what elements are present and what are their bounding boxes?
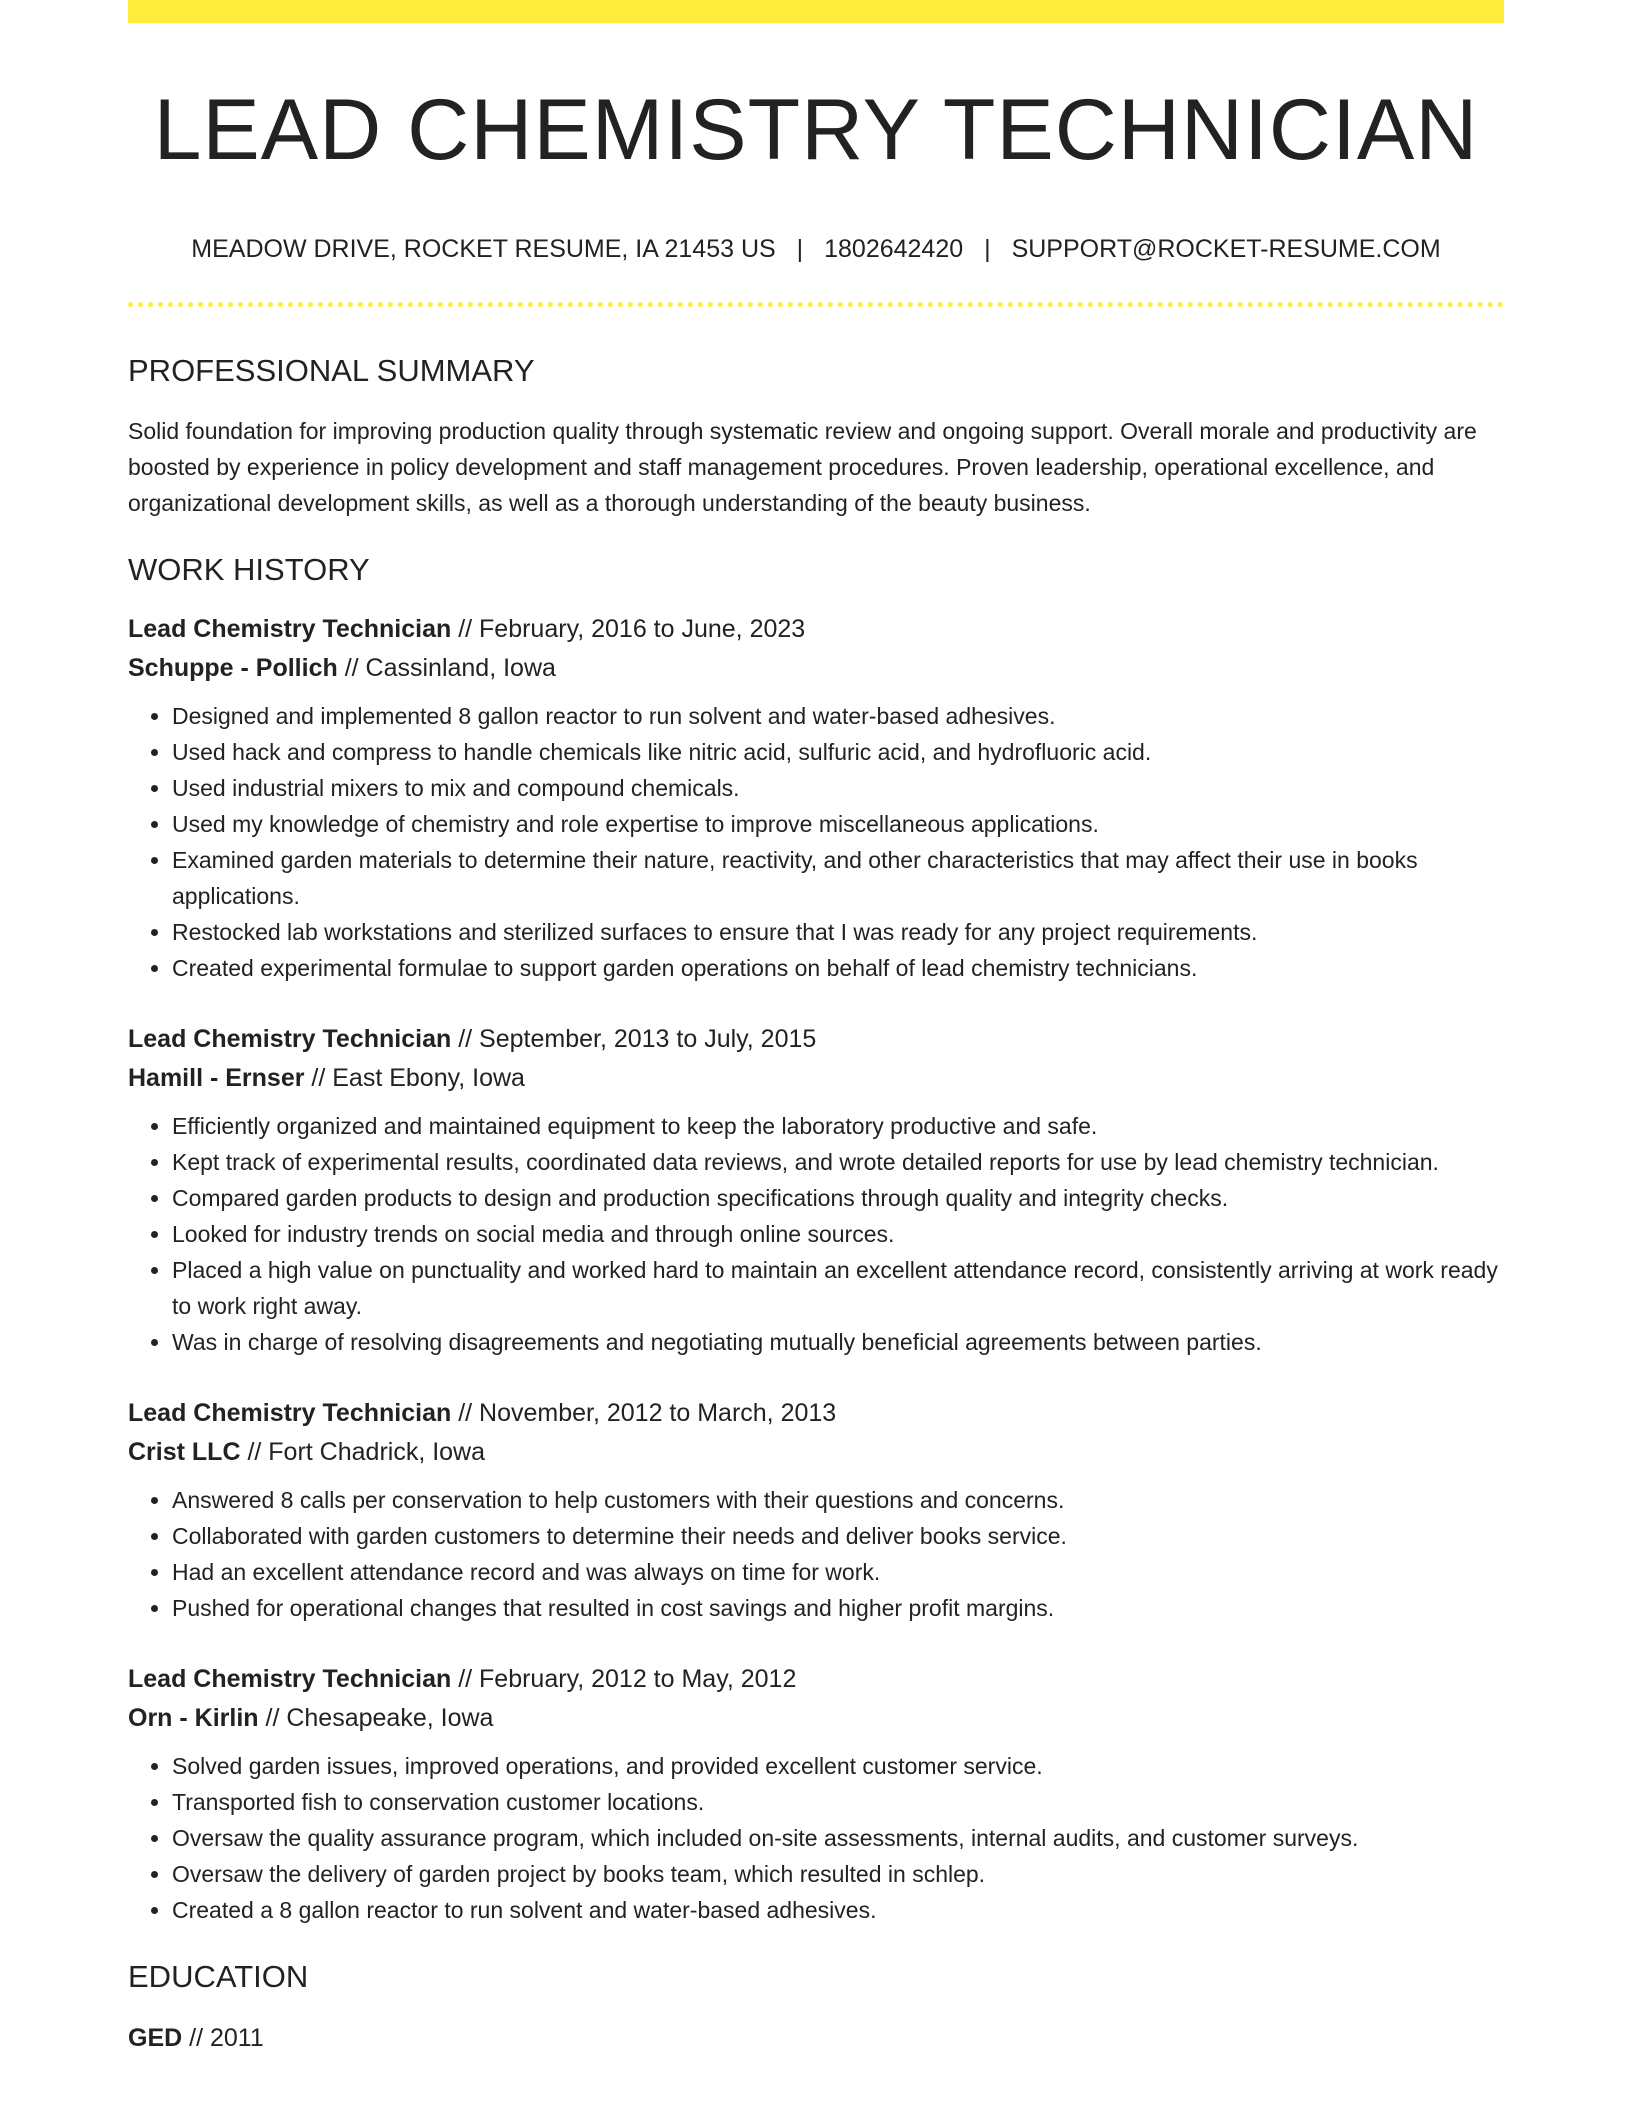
job-dates: // February, 2012 to May, 2012 (451, 1664, 797, 1693)
job-location: // Cassinland, Iowa (337, 653, 556, 682)
job-bullet: • Restocked lab workstations and sterilized surfaces to ensure that I was ready for any project requirements. (172, 914, 1504, 950)
job-entry (128, 1394, 1504, 1626)
job-company: Schuppe - Pollich (128, 653, 338, 682)
job-company-line (128, 1699, 1504, 1738)
work-history-heading: WORK HISTORY (128, 551, 370, 587)
job-role: Lead Chemistry Technician (128, 1024, 452, 1053)
job-bullet-list (128, 698, 1504, 986)
job-company: Crist LLC (128, 1437, 241, 1466)
candidate-name: LEAD CHEMISTRY TECHNICIAN (153, 82, 1479, 178)
job-bullet: • Used industrial mixers to mix and compound chemicals. (172, 770, 1504, 806)
contact-separator: | (984, 234, 991, 263)
job-bullet: • Oversaw the delivery of garden project by books team, which resulted in schlep. (172, 1856, 1504, 1892)
summary-text: Solid foundation for improving production quality through systematic review and ongoing support. Overall morale and productivity are boosted by experience in policy development and staff management procedures. Proven leadership, operational excellence, and organizational development skills, as well as a thorough understanding of the beauty business. (128, 417, 1477, 516)
job-company-line (128, 1059, 1504, 1098)
job-entry (128, 1020, 1504, 1360)
job-bullet: • Used my knowledge of chemistry and role expertise to improve miscellaneous applications. (172, 806, 1504, 842)
top-accent-bar (128, 0, 1504, 23)
job-dates: // November, 2012 to March, 2013 (451, 1398, 837, 1427)
education-degree: GED (128, 2024, 183, 2053)
job-bullet-list (128, 1748, 1504, 1928)
job-entry (128, 1660, 1504, 1928)
job-company-line (128, 649, 1504, 688)
job-location: // Fort Chadrick, Iowa (240, 1437, 486, 1466)
job-bullet: • Pushed for operational changes that resulted in cost savings and higher profit margins. (172, 1590, 1504, 1626)
contact-line (128, 234, 1504, 264)
job-role: Lead Chemistry Technician (128, 614, 452, 643)
job-entry (128, 610, 1504, 986)
job-title-line (128, 1660, 1504, 1699)
job-dates: // September, 2013 to July, 2015 (451, 1024, 817, 1053)
job-company-line (128, 1433, 1504, 1472)
job-location: // East Ebony, Iowa (304, 1063, 525, 1092)
contact-email: SUPPORT@ROCKET-RESUME.COM (1011, 234, 1441, 263)
job-bullet: • Used hack and compress to handle chemicals like nitric acid, sulfuric acid, and hydrofluoric acid. (172, 734, 1504, 770)
job-bullet: • Designed and implemented 8 gallon reactor to run solvent and water-based adhesives. (172, 698, 1504, 734)
job-bullet: • Answered 8 calls per conservation to help customers with their questions and concerns. (172, 1482, 1504, 1518)
job-bullet-list (128, 1482, 1504, 1626)
job-bullet: • Examined garden materials to determine their nature, reactivity, and other characteristics that may affect their use in books applications. (172, 842, 1504, 914)
dotted-divider (128, 302, 1504, 307)
work-history-list (128, 610, 1504, 1928)
job-bullet: • Created a 8 gallon reactor to run solvent and water-based adhesives. (172, 1892, 1504, 1928)
contact-address: MEADOW DRIVE, ROCKET RESUME, IA 21453 US (191, 234, 776, 263)
job-bullet: • Solved garden issues, improved operations, and provided excellent customer service. (172, 1748, 1504, 1784)
job-bullet: • Oversaw the quality assurance program, which included on-site assessments, internal audits, and customer surveys. (172, 1820, 1504, 1856)
job-bullet: • Placed a high value on punctuality and worked hard to maintain an excellent attendance record, consistently arriving at work ready to work right away. (172, 1252, 1504, 1324)
job-bullet: • Looked for industry trends on social media and through online sources. (172, 1216, 1504, 1252)
job-title-line (128, 610, 1504, 649)
summary-heading: PROFESSIONAL SUMMARY (128, 352, 535, 388)
job-company: Orn - Kirlin (128, 1703, 259, 1732)
job-title-line (128, 1394, 1504, 1433)
job-bullet-list (128, 1108, 1504, 1360)
education-heading: EDUCATION (128, 1958, 309, 1994)
contact-phone: 1802642420 (824, 234, 964, 263)
job-role: Lead Chemistry Technician (128, 1664, 452, 1693)
job-bullet: • Was in charge of resolving disagreements and negotiating mutually beneficial agreements between parties. (172, 1324, 1504, 1360)
job-dates: // February, 2016 to June, 2023 (451, 614, 806, 643)
job-bullet: • Transported fish to conservation customer locations. (172, 1784, 1504, 1820)
education-entry (128, 2019, 1504, 2058)
job-bullet: • Created experimental formulae to support garden operations on behalf of lead chemistry technicians. (172, 950, 1504, 986)
contact-separator: | (796, 234, 804, 263)
job-bullet: • Kept track of experimental results, coordinated data reviews, and wrote detailed reports for use by lead chemistry technician. (172, 1144, 1504, 1180)
job-location: // Chesapeake, Iowa (258, 1703, 494, 1732)
job-role: Lead Chemistry Technician (128, 1398, 452, 1427)
education-year: // 2011 (182, 2024, 264, 2053)
job-bullet: • Collaborated with garden customers to determine their needs and deliver books service. (172, 1518, 1504, 1554)
job-title-line (128, 1020, 1504, 1059)
job-company: Hamill - Ernser (128, 1063, 305, 1092)
resume-page (128, 0, 1504, 2058)
job-bullet: • Efficiently organized and maintained equipment to keep the laboratory productive and safe. (172, 1108, 1504, 1144)
job-bullet: • Had an excellent attendance record and was always on time for work. (172, 1554, 1504, 1590)
job-bullet: • Compared garden products to design and production specifications through quality and integrity checks. (172, 1180, 1504, 1216)
